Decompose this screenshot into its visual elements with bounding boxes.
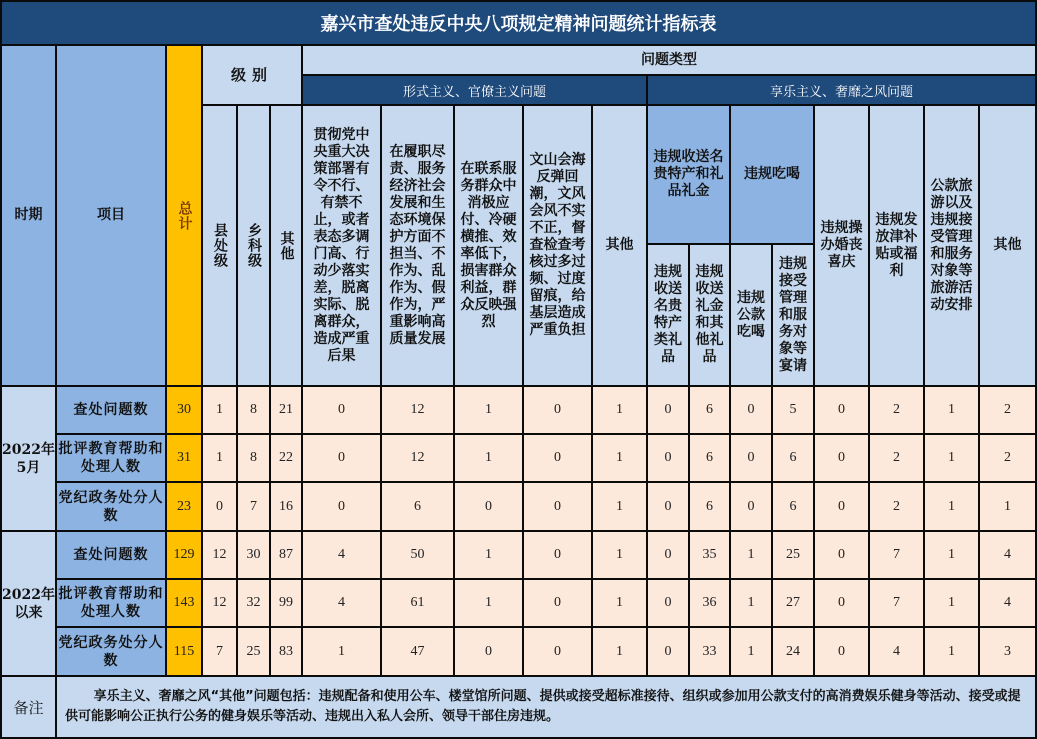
table-cell: 4 bbox=[980, 580, 1037, 628]
table-cell: 0 bbox=[815, 532, 870, 580]
table-cell: 6 bbox=[773, 435, 815, 483]
header-gift-cash: 违规收送礼金和其他礼品 bbox=[690, 245, 731, 387]
table-cell: 1 bbox=[593, 483, 648, 532]
table-cell: 0 bbox=[524, 580, 593, 628]
row-total: 115 bbox=[167, 628, 203, 677]
table-cell: 0 bbox=[648, 483, 690, 532]
table-cell: 33 bbox=[690, 628, 731, 677]
table-cell: 1 bbox=[593, 628, 648, 677]
table-cell: 0 bbox=[203, 483, 238, 532]
table-cell: 35 bbox=[690, 532, 731, 580]
header-item: 项目 bbox=[57, 46, 167, 387]
header-level-other-label: 其他 bbox=[278, 230, 295, 261]
table-cell: 0 bbox=[524, 532, 593, 580]
header-level-county bbox=[203, 106, 238, 387]
table-cell: 0 bbox=[815, 483, 870, 532]
table-cell: 6 bbox=[690, 435, 731, 483]
table-cell: 30 bbox=[238, 532, 271, 580]
table-cell: 7 bbox=[870, 580, 925, 628]
table-cell: 21 bbox=[271, 387, 303, 435]
table-cell: 1 bbox=[925, 628, 980, 677]
table-cell: 1 bbox=[455, 580, 524, 628]
table-cell: 16 bbox=[271, 483, 303, 532]
table-cell: 25 bbox=[238, 628, 271, 677]
header-travel: 公款旅游以及违规接受管理和服务对象等旅游活动安排 bbox=[925, 106, 980, 387]
table-cell: 6 bbox=[773, 483, 815, 532]
header-level-township-label: 乡科级 bbox=[246, 223, 262, 268]
table-cell: 47 bbox=[382, 628, 455, 677]
row-total: 23 bbox=[167, 483, 203, 532]
header-subsidy: 违规发放津补贴或福利 bbox=[870, 106, 925, 387]
table-cell: 22 bbox=[271, 435, 303, 483]
table-cell: 1 bbox=[731, 532, 773, 580]
header-eat-banquet: 违规接受管理和服务对象等宴请 bbox=[773, 245, 815, 387]
table-cell: 0 bbox=[815, 387, 870, 435]
header-hedonism-other: 其他 bbox=[980, 106, 1037, 387]
table-cell: 25 bbox=[773, 532, 815, 580]
row-item-label: 批评教育帮助和处理人数 bbox=[57, 580, 167, 628]
header-total-label: 总计 bbox=[176, 200, 193, 231]
table-cell: 0 bbox=[815, 435, 870, 483]
table-cell: 6 bbox=[382, 483, 455, 532]
note-text bbox=[57, 677, 1037, 739]
table-cell: 0 bbox=[455, 483, 524, 532]
header-level-county-label: 县处级 bbox=[212, 223, 228, 268]
table-cell: 0 bbox=[648, 387, 690, 435]
table-cell: 1 bbox=[731, 628, 773, 677]
table-cell: 1 bbox=[593, 387, 648, 435]
row-item-label: 查处问题数 bbox=[57, 387, 167, 435]
table-cell: 1 bbox=[925, 483, 980, 532]
header-level-other bbox=[271, 106, 303, 387]
table-cell: 2 bbox=[980, 387, 1037, 435]
table-cell: 83 bbox=[271, 628, 303, 677]
table-cell: 8 bbox=[238, 387, 271, 435]
table-cell: 2 bbox=[870, 435, 925, 483]
header-total bbox=[167, 46, 203, 387]
table-cell: 0 bbox=[731, 483, 773, 532]
table-cell: 0 bbox=[303, 435, 382, 483]
header-period: 时期 bbox=[0, 46, 57, 387]
table-cell: 7 bbox=[870, 532, 925, 580]
table-cell: 1 bbox=[731, 580, 773, 628]
table-cell: 8 bbox=[238, 435, 271, 483]
table-cell: 4 bbox=[303, 532, 382, 580]
table-cell: 2 bbox=[870, 387, 925, 435]
period-2022-ytd: 2022年以来 bbox=[0, 532, 57, 677]
table-cell: 1 bbox=[593, 580, 648, 628]
table-cell: 4 bbox=[303, 580, 382, 628]
table-cell: 1 bbox=[455, 435, 524, 483]
table-cell: 3 bbox=[980, 628, 1037, 677]
table-cell: 12 bbox=[382, 387, 455, 435]
table-cell: 7 bbox=[238, 483, 271, 532]
header-level: 级别 bbox=[203, 46, 303, 106]
header-eat-group: 违规吃喝 bbox=[731, 106, 815, 245]
table-cell: 1 bbox=[925, 435, 980, 483]
table-cell: 7 bbox=[203, 628, 238, 677]
table-cell: 1 bbox=[593, 435, 648, 483]
table-cell: 61 bbox=[382, 580, 455, 628]
row-item-label: 批评教育帮助和处理人数 bbox=[57, 435, 167, 483]
table-title: 嘉兴市查处违反中央八项规定精神问题统计指标表 bbox=[0, 0, 1037, 46]
table-cell: 32 bbox=[238, 580, 271, 628]
table-cell: 87 bbox=[271, 532, 303, 580]
table-cell: 1 bbox=[303, 628, 382, 677]
table-cell: 2 bbox=[870, 483, 925, 532]
header-formalism-other: 其他 bbox=[593, 106, 648, 387]
table-cell: 1 bbox=[593, 532, 648, 580]
header-wedding-funeral: 违规操办婚丧喜庆 bbox=[815, 106, 870, 387]
row-total: 129 bbox=[167, 532, 203, 580]
table-cell: 0 bbox=[303, 387, 382, 435]
row-total: 30 bbox=[167, 387, 203, 435]
table-cell: 0 bbox=[648, 580, 690, 628]
table-cell: 50 bbox=[382, 532, 455, 580]
table-cell: 0 bbox=[731, 435, 773, 483]
table-cell: 1 bbox=[455, 387, 524, 435]
table-cell: 0 bbox=[815, 628, 870, 677]
table-cell: 0 bbox=[731, 387, 773, 435]
row-total: 31 bbox=[167, 435, 203, 483]
note-label: 备注 bbox=[0, 677, 57, 739]
table-cell: 0 bbox=[455, 628, 524, 677]
table-cell: 2 bbox=[980, 435, 1037, 483]
table-cell: 0 bbox=[524, 628, 593, 677]
header-problem-type: 问题类型 bbox=[303, 46, 1037, 76]
table-cell: 1 bbox=[203, 435, 238, 483]
table-cell: 5 bbox=[773, 387, 815, 435]
period-2022-may: 2022年5月 bbox=[0, 387, 57, 532]
header-formalism-col-2: 在履职尽责、服务经济社会发展和生态环境保护方面不担当、不作为、乱作为、假作为，严重影响高质量发展 bbox=[382, 106, 455, 387]
table-cell: 36 bbox=[690, 580, 731, 628]
table-cell: 6 bbox=[690, 387, 731, 435]
table-cell: 12 bbox=[203, 580, 238, 628]
header-formalism-col-3: 在联系服务群众中消极应付、冷硬横推、效率低下，损害群众利益，群众反映强烈 bbox=[455, 106, 524, 387]
table-cell: 12 bbox=[203, 532, 238, 580]
table-cell: 0 bbox=[524, 435, 593, 483]
table-cell: 0 bbox=[648, 435, 690, 483]
table-cell: 0 bbox=[524, 387, 593, 435]
row-item-label: 查处问题数 bbox=[57, 532, 167, 580]
header-level-township bbox=[238, 106, 271, 387]
table-cell: 12 bbox=[382, 435, 455, 483]
header-group-formalism: 形式主义、官僚主义问题 bbox=[303, 76, 648, 106]
table-cell: 1 bbox=[980, 483, 1037, 532]
row-total: 143 bbox=[167, 580, 203, 628]
table-cell: 1 bbox=[455, 532, 524, 580]
row-item-label: 党纪政务处分人数 bbox=[57, 483, 167, 532]
table-cell: 1 bbox=[925, 532, 980, 580]
table-cell: 0 bbox=[524, 483, 593, 532]
table-cell: 1 bbox=[925, 580, 980, 628]
row-item-label: 党纪政务处分人数 bbox=[57, 628, 167, 677]
table-cell: 0 bbox=[303, 483, 382, 532]
note-text-content: 享乐主义、奢靡之风“其他”问题包括：违规配备和使用公车、楼堂馆所问题、提供或接受超标准接待、组织或参加用公款支付的高消费娱乐健身等活动、接受或提供可能影响公正执行公务的健身娱乐等活动、违规出入私人会所、领导干部住房违规。 bbox=[65, 689, 1021, 724]
table-cell: 27 bbox=[773, 580, 815, 628]
header-formalism-col-1: 贯彻党中央重大决策部署有令不行、有禁不止，或者表态多调门高、行动少落实差，脱离实际、脱离群众，造成严重后果 bbox=[303, 106, 382, 387]
table-cell: 4 bbox=[870, 628, 925, 677]
table-cell: 1 bbox=[925, 387, 980, 435]
table-cell: 0 bbox=[648, 628, 690, 677]
header-formalism-col-4: 文山会海反弹回潮，文风会风不实不正，督查检查考核过多过频、过度留痕，给基层造成严重负担 bbox=[524, 106, 593, 387]
table-cell: 6 bbox=[690, 483, 731, 532]
header-eat-public: 违规公款吃喝 bbox=[731, 245, 773, 387]
table-cell: 1 bbox=[203, 387, 238, 435]
table-cell: 0 bbox=[815, 580, 870, 628]
table-cell: 99 bbox=[271, 580, 303, 628]
table-cell: 24 bbox=[773, 628, 815, 677]
table-cell: 4 bbox=[980, 532, 1037, 580]
header-gift-group: 违规收送名贵特产和礼品礼金 bbox=[648, 106, 731, 245]
table-cell: 0 bbox=[648, 532, 690, 580]
header-gift-specialty: 违规收送名贵特产类礼品 bbox=[648, 245, 690, 387]
header-group-hedonism: 享乐主义、奢靡之风问题 bbox=[648, 76, 1037, 106]
